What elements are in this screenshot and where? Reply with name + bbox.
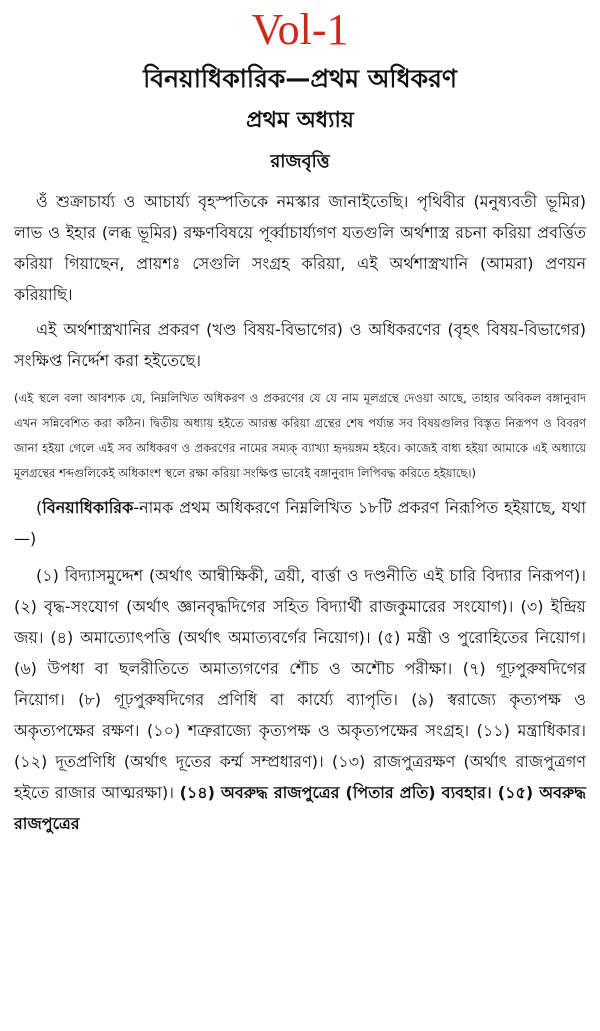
invocation-paragraph: ওঁ শুক্রাচার্য্য ও আচার্য্য বৃহস্পতিকে নমস্কার জানাইতেছি। পৃথিবীর (মনুষ্যবতী ভূমির) লাভ ও ইহার (লব্ধ ভূমির) রক্ষণবিষয়ে পূর্ব্বাচার্য্যগণ যতগুলি অর্থশাস্ত্র রচনা করিয়া প্রবর্ত্তিত করিয়া গিয়াছেন, প্রায়শঃ সেগুলি সংগ্রহ করিয়া, এই অর্থশাস্ত্রখানি (আমরা) প্রণয়ন করিয়াছি। [14, 192, 586, 304]
chapter-title: প্রথম অধ্যায় [246, 108, 354, 133]
prakarana-list-text: (১) বিদ্যাসমুদ্দেশ (অর্থাৎ আন্বীক্ষিকী, ত্রয়ী, বার্ত্তা ও দণ্ডনীতি এই চারি বিদ্যার নিরূপণ)। (২) বৃদ্ধ-সংযোগ (অর্থাৎ জ্ঞানবৃদ্ধদিগের সহিত বিদ্যার্থী রাজকুমারের সংযোগ)। (৩) ইন্দ্রিয় জয়। (৪) অমাত্যোৎপত্তি (অর্থাৎ অমাত্যবর্গের নিয়োগ)। (৫) মন্ত্রী ও পুরোহিতের নিয়োগ। (৬) উপধা বা ছলরীতিতে অমাত্যগণের শৌচ ও অশৌচ পরীক্ষা। (৭) গূঢ়পুরুষদিগের নিয়োগ। (৮) গূঢ়পুরুষদিগের প্রণিধি বা কার্য্যে ব্যাপৃতি। (৯) স্বরাজ্যে কৃত্যপক্ষ ও অকৃত্যপক্ষের রক্ষণ। (১০) শত্রুরাজ্যে কৃত্যপক্ষ ও অকৃত্যপক্ষের সংগ্রহ। (১১) মন্ত্রাধিকার। (১২) দূতপ্রণিধি (অর্থাৎ দূতের কর্ম্ম সম্প্রধারণ)। (১৩) রাজপুত্ররক্ষণ (অর্থাৎ রাজপুত্রগণ হইতে রাজার আত্মরক্ষা)। [14, 566, 586, 802]
translator-note: (এই স্থলে বলা আবশ্যক যে, নিম্নলিখিত অধিকরণ ও প্রকরণের যে যে নাম মূলগ্রন্থে দেওয়া আছে, তাহার অবিকল বঙ্গানুবাদ এখন সন্নিবেশিত করা কঠিন। দ্বিতীয় অধ্যায় হইতে আরম্ভ করিয়া গ্রন্থের শেষ পর্য্যন্ত সব বিষয়গুলির বিস্তৃত নিরূপণ ও বিবরণ জানা হইয়া গেলে এই সব অধিকরণ ও প্রকরণের নামের সম্যক্ ব্যাখ্যা হৃদয়ঙ্গম হইবে। কাজেই বাধ্য হইয়া আমাকে এই অধ্যায়ে মূলগ্রন্থের শব্দগুলিকেই অধিকাংশ স্থলে রক্ষা করিয়া সংক্ষিপ্ত ভাবেই বঙ্গানুবাদ লিপিবদ্ধ করিতে হইয়াছে।) [14, 391, 586, 480]
section-title: রাজবৃত্তি [270, 151, 330, 172]
adhikarana-name: বিনয়াধিকারিক [42, 498, 134, 517]
book-title: বিনয়াধিকারিক—প্রথম অধিকরণ [143, 64, 457, 93]
intro-open-paren: ( [36, 498, 43, 517]
intro-rest: -নামক প্রথম অধিকরণে নিম্নলিখিত ১৮টি প্রকরণ নিরূপিত হইয়াছে, যথা—) [14, 498, 586, 548]
volume-label: Vol-1 [251, 5, 349, 54]
summary-paragraph: এই অর্থশাস্ত্রখানির প্রকরণ (খণ্ড বিষয়-বিভাগের) ও অধিকরণের (বৃহৎ বিষয়-বিভাগের) সংক্ষিপ্ত নির্দ্দেশ করা হইতেছে। [14, 320, 586, 370]
prakarana-list-tail: (১৪) অবরুদ্ধ রাজপুত্রের (পিতার প্রতি) ব্যবহার। (১৫) অবরুদ্ধ রাজপুত্রের [14, 783, 586, 833]
prakarana-list [14, 560, 586, 839]
adhikarana-intro [14, 492, 586, 554]
